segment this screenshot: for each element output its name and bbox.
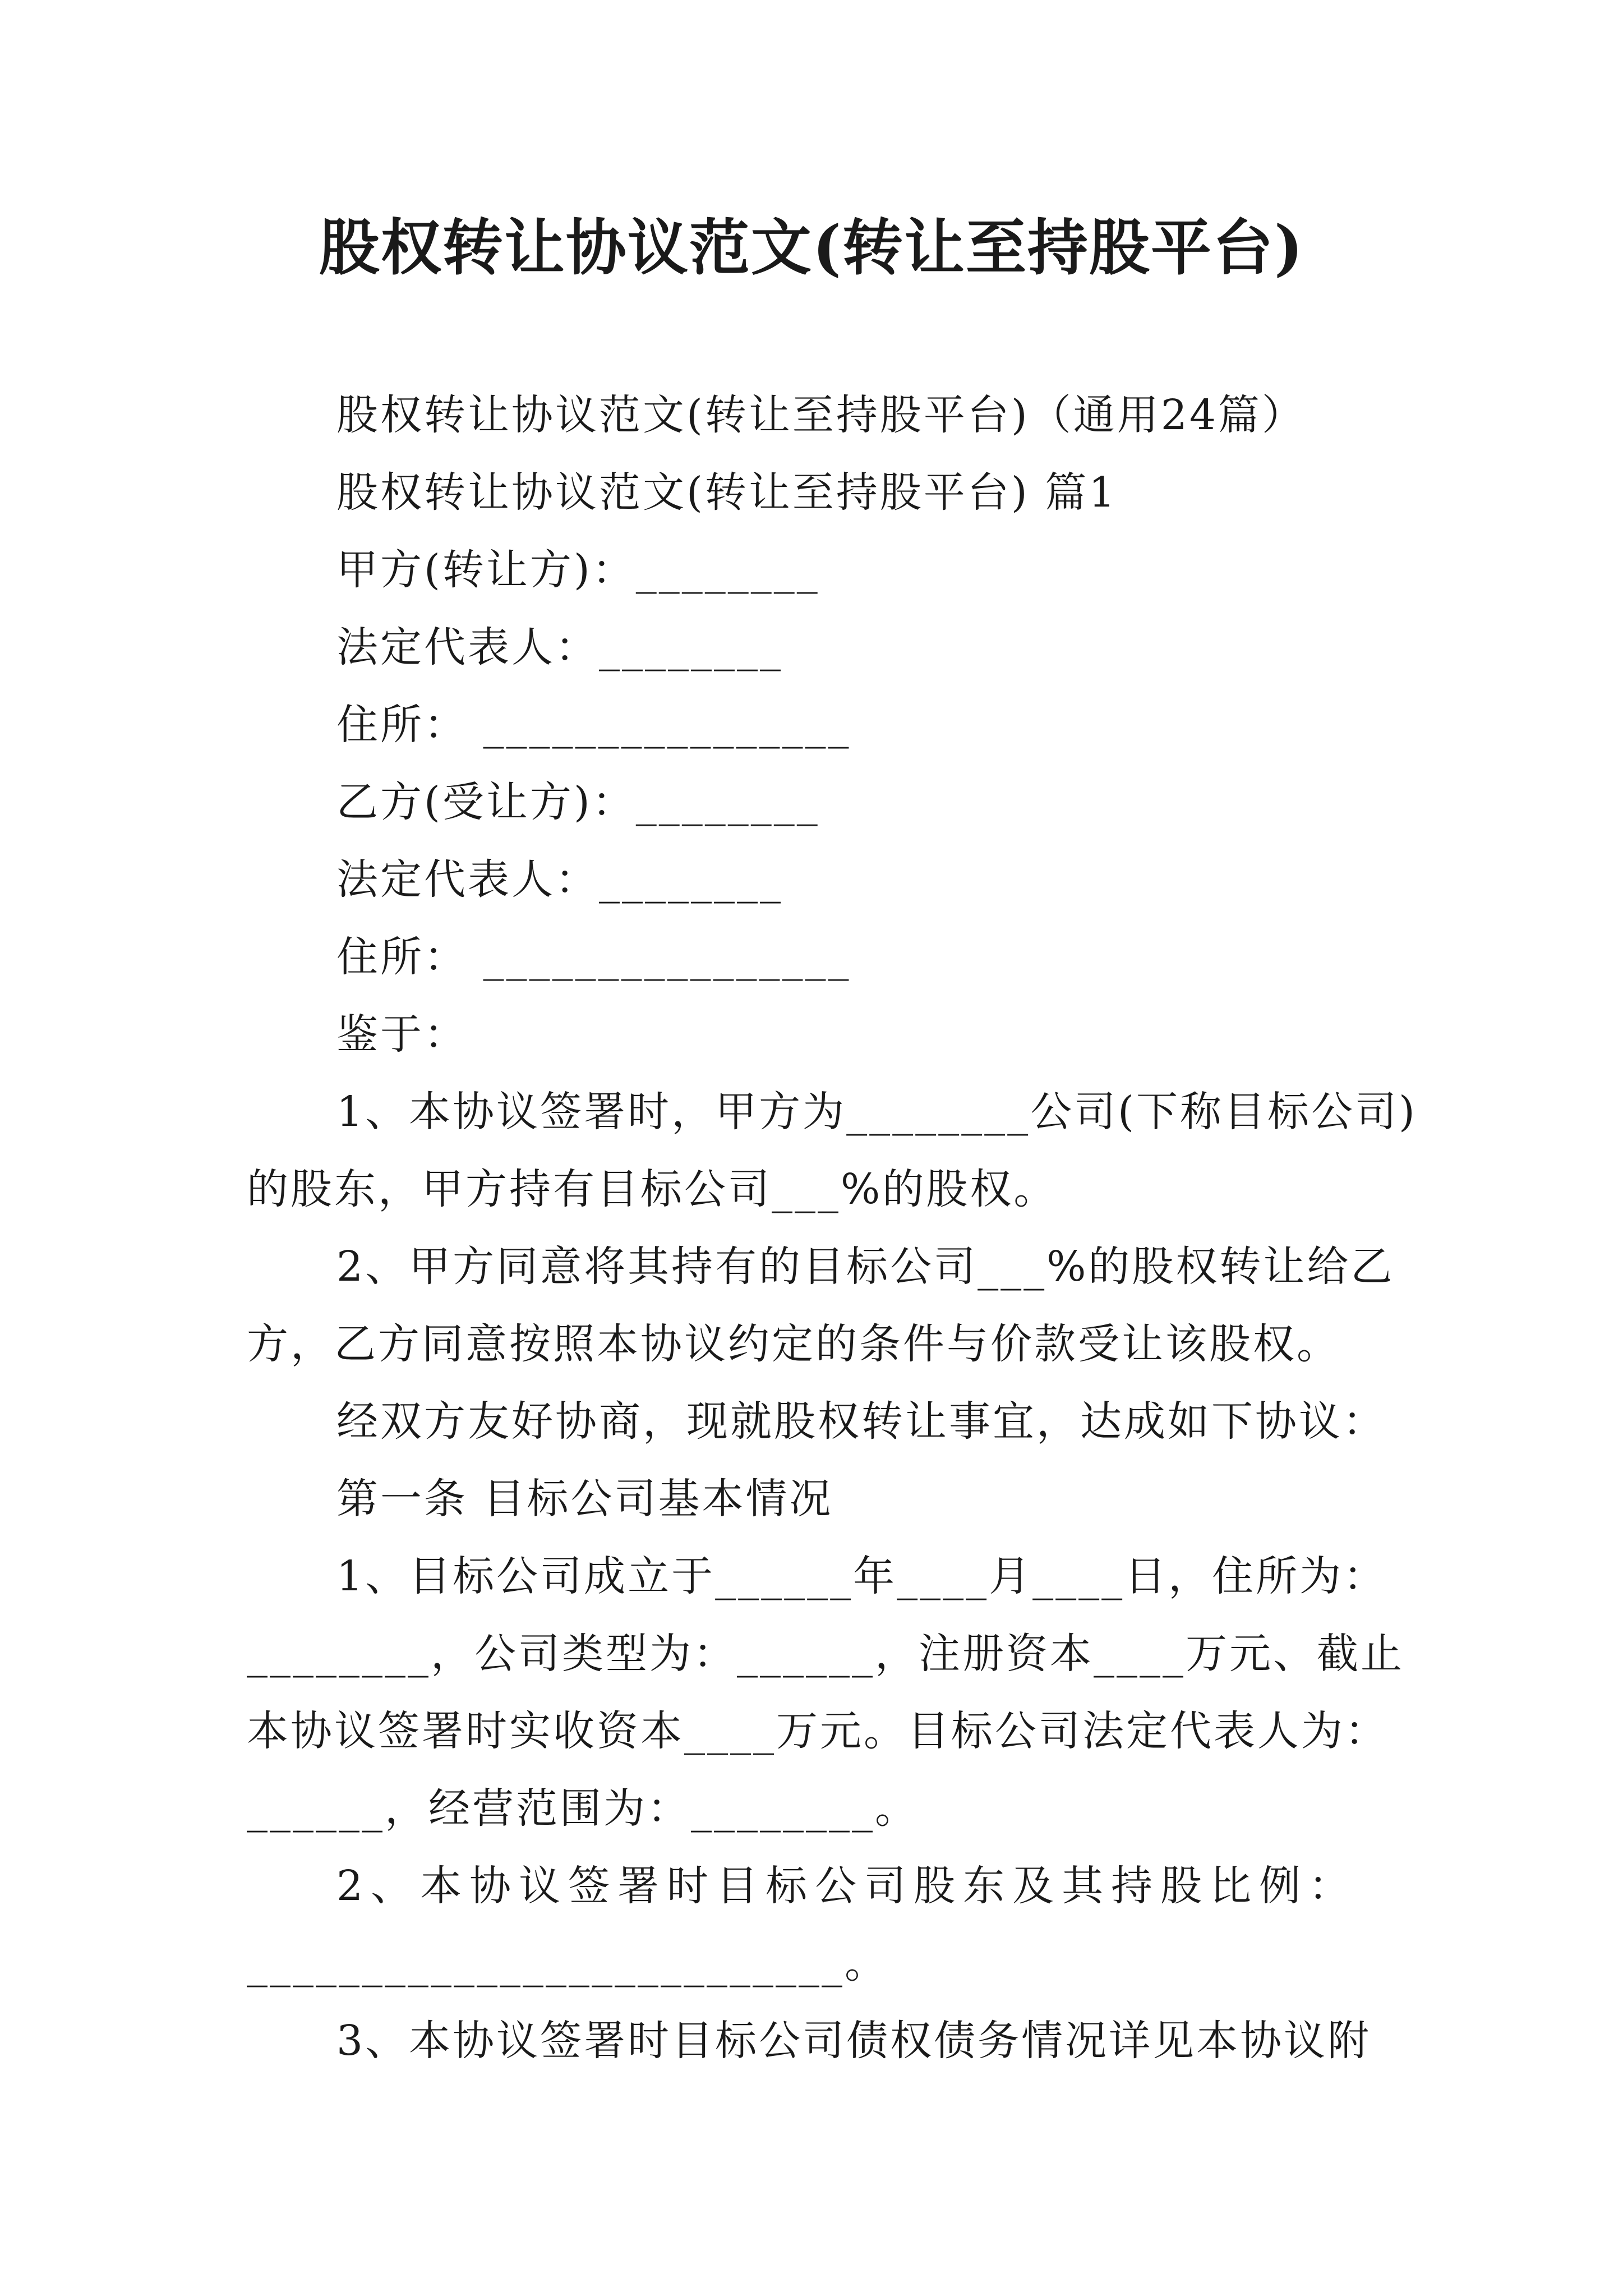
paragraph-line: 1、本协议签署时，甲方为________公司(下称目标公司) xyxy=(336,1088,1417,1136)
paragraph-line: 的股东，甲方持有目标公司___%的股权。 xyxy=(247,1165,1058,1213)
section-heading: 股权转让协议范文(转让至持股平台) 篇1 xyxy=(336,468,1118,517)
paragraph-line: 经双方友好协商，现就股权转让事宜，达成如下协议： xyxy=(336,1397,1386,1446)
paragraph-line: ______，经营范围为：________。 xyxy=(247,1784,919,1833)
party-b-representative-field: 法定代表人：________ xyxy=(336,855,783,904)
party-b-address-field: 住所： ________________ xyxy=(336,933,851,981)
page-title: 股权转让协议范文(转让至持股平台) xyxy=(319,213,1304,283)
party-b-field: 乙方(受让方)：________ xyxy=(336,778,820,826)
paragraph-line: 1、目标公司成立于______年____月____日，住所为： xyxy=(336,1552,1387,1600)
article-heading: 第一条 目标公司基本情况 xyxy=(336,1475,833,1523)
paragraph-line: 方，乙方同意按照本协议约定的条件与价款受让该股权。 xyxy=(247,1320,1340,1368)
paragraph-line: __________________________。 xyxy=(247,1939,888,1987)
party-a-address-field: 住所： ________________ xyxy=(336,701,851,749)
party-a-field: 甲方(转让方)：________ xyxy=(336,546,820,594)
paragraph-line: ________，公司类型为：______，注册资本____万元、截止 xyxy=(247,1630,1404,1678)
party-a-representative-field: 法定代表人：________ xyxy=(336,623,783,671)
whereas-heading: 鉴于： xyxy=(336,1010,468,1059)
paragraph-line: 本协议签署时实收资本____万元。目标公司法定代表人为： xyxy=(247,1707,1389,1755)
subtitle: 股权转让协议范文(转让至持股平台)（通用24篇） xyxy=(336,391,1306,439)
paragraph-line: 2、本协议签署时目标公司股东及其持股比例： xyxy=(336,1862,1358,1910)
paragraph-line: 3、本协议签署时目标公司债权债务情况详见本协议附 xyxy=(336,2017,1372,2065)
paragraph-line: 2、甲方同意将其持有的目标公司___%的股权转让给乙 xyxy=(336,1243,1395,1291)
